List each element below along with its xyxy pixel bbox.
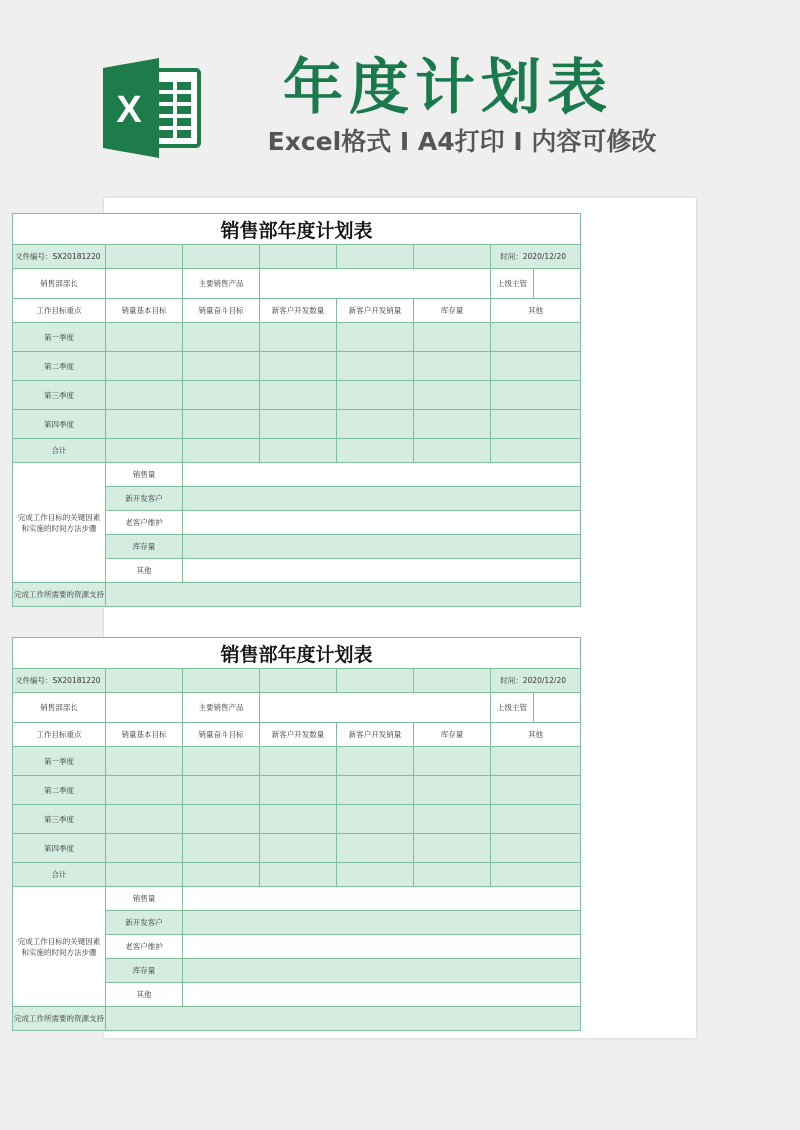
file-number-cell[interactable]: 文件编号：SX20181220	[13, 245, 106, 269]
superior-label-text: 上级主管	[491, 269, 534, 298]
data-cell[interactable]	[491, 834, 581, 863]
data-cell[interactable]	[414, 410, 491, 439]
data-cell[interactable]	[260, 381, 337, 410]
quarter-label[interactable]: 第二季度	[13, 352, 106, 381]
data-cell[interactable]	[491, 863, 581, 887]
plan-table	[12, 637, 581, 1031]
data-cell[interactable]	[260, 352, 337, 381]
empty-cell[interactable]	[106, 669, 183, 693]
data-cell[interactable]	[491, 352, 581, 381]
data-cell[interactable]	[106, 439, 183, 463]
data-cell[interactable]	[491, 747, 581, 776]
column-header[interactable]: 新客户开发销量	[337, 723, 414, 747]
resources-input[interactable]	[106, 583, 581, 607]
plan-table	[12, 213, 581, 607]
table-title: 销售部年度计划表	[13, 638, 581, 669]
dept-head-label[interactable]: 销售部部长	[13, 269, 106, 299]
table-title: 销售部年度计划表	[13, 214, 581, 245]
empty-cell[interactable]	[414, 245, 491, 269]
data-cell[interactable]	[491, 439, 581, 463]
data-cell[interactable]	[106, 834, 183, 863]
data-cell[interactable]	[260, 863, 337, 887]
main-products-label[interactable]: 主要销售产品	[183, 269, 260, 299]
excel-logo-icon	[101, 56, 205, 160]
superior-input[interactable]	[534, 269, 580, 298]
data-cell[interactable]	[183, 776, 260, 805]
data-cell[interactable]	[337, 805, 414, 834]
factor-label[interactable]: 新开发客户	[106, 487, 183, 511]
data-cell[interactable]	[337, 747, 414, 776]
data-cell[interactable]	[491, 410, 581, 439]
data-cell[interactable]	[414, 323, 491, 352]
factor-label[interactable]: 销售量	[106, 463, 183, 487]
data-cell[interactable]	[414, 863, 491, 887]
data-cell[interactable]	[337, 439, 414, 463]
data-cell[interactable]	[337, 776, 414, 805]
factor-label[interactable]: 老客户维护	[106, 935, 183, 959]
data-cell[interactable]	[260, 323, 337, 352]
data-cell[interactable]	[491, 323, 581, 352]
resources-label[interactable]: 完成工作所需要的资源支持	[13, 1007, 106, 1031]
quarter-label[interactable]: 第四季度	[13, 834, 106, 863]
data-cell[interactable]	[183, 352, 260, 381]
data-cell[interactable]	[183, 323, 260, 352]
column-header[interactable]: 销量奋斗目标	[183, 299, 260, 323]
factor-input[interactable]	[183, 535, 581, 559]
factor-input[interactable]	[183, 559, 581, 583]
empty-cell[interactable]	[183, 245, 260, 269]
data-cell[interactable]	[183, 834, 260, 863]
data-cell[interactable]	[183, 805, 260, 834]
factor-label[interactable]: 其他	[106, 559, 183, 583]
main-products-label[interactable]: 主要销售产品	[183, 693, 260, 723]
empty-cell[interactable]	[260, 245, 337, 269]
data-cell[interactable]	[106, 323, 183, 352]
factor-input[interactable]	[183, 887, 581, 911]
superior-label[interactable]	[491, 693, 581, 723]
empty-cell[interactable]	[337, 245, 414, 269]
data-cell[interactable]	[260, 747, 337, 776]
superior-label[interactable]	[491, 269, 581, 299]
empty-cell[interactable]	[414, 669, 491, 693]
data-cell[interactable]	[106, 410, 183, 439]
key-factors-label[interactable]: 完成工作目标的关键因素和实施的时间方法步骤	[13, 463, 106, 583]
superior-input[interactable]	[534, 693, 580, 722]
quarter-label[interactable]: 第三季度	[13, 805, 106, 834]
data-cell[interactable]	[183, 747, 260, 776]
data-cell[interactable]	[337, 323, 414, 352]
data-cell[interactable]	[260, 776, 337, 805]
dept-head-label[interactable]: 销售部部长	[13, 693, 106, 723]
data-cell[interactable]	[491, 776, 581, 805]
main-products-input[interactable]	[260, 269, 491, 299]
data-cell[interactable]	[106, 747, 183, 776]
data-cell[interactable]	[337, 410, 414, 439]
column-header[interactable]: 销量奋斗目标	[183, 723, 260, 747]
total-label[interactable]: 合计	[13, 863, 106, 887]
time-cell[interactable]: 时间：2020/12/20	[491, 245, 581, 269]
data-cell[interactable]	[337, 352, 414, 381]
factor-input[interactable]	[183, 983, 581, 1007]
empty-cell[interactable]	[260, 669, 337, 693]
data-cell[interactable]	[491, 381, 581, 410]
quarter-label[interactable]: 第三季度	[13, 381, 106, 410]
column-header[interactable]: 销量基本目标	[106, 299, 183, 323]
data-cell[interactable]	[183, 863, 260, 887]
data-cell[interactable]	[260, 805, 337, 834]
resources-input[interactable]	[106, 1007, 581, 1031]
factor-input[interactable]	[183, 487, 581, 511]
quarter-label[interactable]: 第二季度	[13, 776, 106, 805]
column-header[interactable]: 新客户开发销量	[337, 299, 414, 323]
column-header[interactable]: 库存量	[414, 723, 491, 747]
empty-cell[interactable]	[183, 669, 260, 693]
quarter-label[interactable]: 第一季度	[13, 323, 106, 352]
data-cell[interactable]	[260, 439, 337, 463]
column-header[interactable]: 销量基本目标	[106, 723, 183, 747]
column-header[interactable]: 工作目标重点	[13, 299, 106, 323]
column-header[interactable]: 其他	[491, 299, 581, 323]
column-header[interactable]: 工作目标重点	[13, 723, 106, 747]
data-cell[interactable]	[183, 410, 260, 439]
data-cell[interactable]	[414, 834, 491, 863]
factor-input[interactable]	[183, 935, 581, 959]
data-cell[interactable]	[414, 747, 491, 776]
quarter-label[interactable]: 第一季度	[13, 747, 106, 776]
column-header[interactable]: 库存量	[414, 299, 491, 323]
factor-input[interactable]	[183, 911, 581, 935]
data-cell[interactable]	[106, 805, 183, 834]
factor-label[interactable]: 老客户维护	[106, 511, 183, 535]
column-header[interactable]: 新客户开发数量	[260, 723, 337, 747]
factor-input[interactable]	[183, 959, 581, 983]
data-cell[interactable]	[106, 381, 183, 410]
factor-label[interactable]: 其他	[106, 983, 183, 1007]
svg-text:X: X	[116, 89, 142, 131]
dept-head-input[interactable]	[106, 269, 183, 299]
data-cell[interactable]	[260, 410, 337, 439]
factor-label[interactable]: 库存量	[106, 535, 183, 559]
time-cell[interactable]: 时间：2020/12/20	[491, 669, 581, 693]
superior-label-text: 上级主管	[491, 693, 534, 722]
data-cell[interactable]	[106, 352, 183, 381]
column-header[interactable]: 其他	[491, 723, 581, 747]
empty-cell[interactable]	[106, 245, 183, 269]
data-cell[interactable]	[414, 352, 491, 381]
factor-input[interactable]	[183, 463, 581, 487]
quarter-label[interactable]: 第四季度	[13, 410, 106, 439]
data-cell[interactable]	[337, 863, 414, 887]
data-cell[interactable]	[106, 776, 183, 805]
factor-input[interactable]	[183, 511, 581, 535]
key-factors-label[interactable]: 完成工作目标的关键因素和实施的时间方法步骤	[13, 887, 106, 1007]
total-label[interactable]: 合计	[13, 439, 106, 463]
main-products-input[interactable]	[260, 693, 491, 723]
data-cell[interactable]	[491, 805, 581, 834]
factor-label[interactable]: 新开发客户	[106, 911, 183, 935]
file-number-cell[interactable]: 文件编号：SX20181220	[13, 669, 106, 693]
page-subtitle: Excel格式 Ⅰ A4打印 Ⅰ 内容可修改	[267, 127, 657, 156]
resources-label[interactable]: 完成工作所需要的资源支持	[13, 583, 106, 607]
data-cell[interactable]	[183, 381, 260, 410]
dept-head-input[interactable]	[106, 693, 183, 723]
data-cell[interactable]	[260, 834, 337, 863]
factor-label[interactable]: 库存量	[106, 959, 183, 983]
data-cell[interactable]	[337, 381, 414, 410]
data-cell[interactable]	[106, 863, 183, 887]
column-header[interactable]: 新客户开发数量	[260, 299, 337, 323]
page-title: 年度计划表	[283, 53, 613, 123]
empty-cell[interactable]	[337, 669, 414, 693]
data-cell[interactable]	[414, 381, 491, 410]
data-cell[interactable]	[414, 805, 491, 834]
factor-label[interactable]: 销售量	[106, 887, 183, 911]
data-cell[interactable]	[414, 439, 491, 463]
data-cell[interactable]	[414, 776, 491, 805]
data-cell[interactable]	[183, 439, 260, 463]
data-cell[interactable]	[337, 834, 414, 863]
